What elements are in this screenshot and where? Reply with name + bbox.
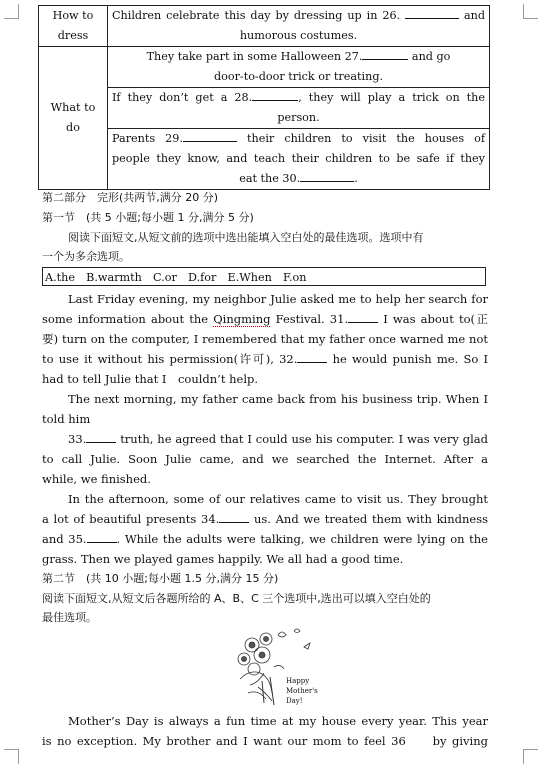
table-row bbox=[39, 6, 490, 47]
cell-text: If they don’t get a 28. bbox=[112, 91, 253, 104]
blank-35[interactable] bbox=[87, 530, 117, 543]
passage-line: Last Friday evening, my neighbor Julie asked me to help her search for bbox=[68, 292, 488, 306]
table-cell: Parents 29. their children to visit the houses of people they know, and teach their children to be safe if they eat the 30. . bbox=[108, 129, 490, 190]
part2-title: 第二部分 完形(共两节,满分 20 分) bbox=[42, 191, 219, 204]
page-corner-mark bbox=[523, 749, 538, 764]
passage-paragraph-3 bbox=[42, 489, 488, 569]
passage-line: a lot of beautiful presents 34. us. And we treated them with kindness bbox=[42, 512, 488, 526]
spell-flag: Qingming bbox=[213, 312, 271, 326]
cell-text: humorous costumes. bbox=[239, 29, 358, 42]
options-box: A.the B.warmth C.or D.for E.When F.on bbox=[42, 267, 486, 286]
section2-instruction-2: 最佳选项。 bbox=[42, 611, 97, 624]
mothers-day-card-image bbox=[234, 627, 324, 709]
passage-paragraph-4 bbox=[42, 711, 488, 751]
cell-text: door-to-door trick or treating. bbox=[213, 70, 384, 83]
passage-line: told him bbox=[42, 412, 91, 426]
blank-30[interactable] bbox=[300, 169, 354, 182]
card-text: Mother's bbox=[286, 687, 318, 695]
passage-line: while, we finished. bbox=[42, 472, 151, 486]
cell-text: person. bbox=[277, 111, 320, 124]
section1-instruction: 阅读下面短文,从短文前的选项中选出能填入空白处的最佳选项。选项中有 bbox=[68, 231, 424, 244]
passage-line: In the afternoon, some of our relatives came to visit us. They brought bbox=[68, 492, 488, 506]
blank-31[interactable] bbox=[348, 310, 378, 323]
blank-33[interactable] bbox=[86, 430, 116, 443]
blank-34[interactable] bbox=[219, 510, 249, 523]
section1-title: 第一节 (共 5 小题;每小题 1 分,满分 5 分) bbox=[42, 211, 254, 224]
passage-paragraph-2 bbox=[42, 389, 488, 489]
passage-line: Mother’s Day is always a fun time at my house every year. This year bbox=[68, 714, 488, 728]
blank-32[interactable] bbox=[297, 350, 327, 363]
section1-instruction-2: 一个为多余选项。 bbox=[42, 250, 130, 263]
blank-26[interactable] bbox=[405, 6, 459, 19]
cell-text: They take part in some Halloween 27. bbox=[146, 50, 363, 63]
passage-line: had to tell Julie that I couldn’t help. bbox=[42, 372, 259, 386]
table-row bbox=[39, 47, 490, 88]
card-text: Day! bbox=[286, 697, 303, 705]
passage-line: The next morning, my father came back from his business trip. When I bbox=[68, 392, 488, 406]
table-cell: They take part in some Halloween 27. and go door-to-door trick or treating. bbox=[108, 47, 490, 88]
table-cell: Children celebrate this day by dressing up in 26. and humorous costumes. bbox=[108, 6, 490, 47]
row-head-how-to-dress: How to dress bbox=[39, 6, 108, 47]
halloween-table bbox=[38, 5, 490, 190]
passage-paragraph-1 bbox=[42, 289, 488, 389]
page-corner-mark bbox=[523, 4, 538, 19]
blank-29[interactable] bbox=[183, 129, 237, 142]
blank-28[interactable] bbox=[252, 88, 298, 101]
passage-line: is no exception. My brother and I want our mom to feel 36 by giving bbox=[42, 731, 488, 751]
passage-line: to call Julie. Soon Julie came, and we searched the Internet. After a bbox=[42, 452, 488, 466]
cell-text: Parents 29. bbox=[112, 132, 183, 145]
blank-36[interactable]: 36 bbox=[391, 731, 427, 751]
page-corner-mark bbox=[4, 749, 19, 764]
passage-line: grass. Then we played games happily. We all had a good time. bbox=[42, 552, 404, 566]
section2-title: 第二节 (共 10 小题;每小题 1.5 分,满分 15 分) bbox=[42, 572, 279, 585]
card-text: Happy bbox=[286, 677, 310, 685]
row-head-what-to-do: What to do bbox=[39, 47, 108, 190]
blank-27[interactable] bbox=[362, 47, 408, 60]
passage-line: some information about the Qingming Festival. 31. I was about to(正 bbox=[42, 312, 488, 326]
flower-bouquet-icon bbox=[234, 627, 324, 709]
passage-line: to use it without his permission(许可), 32. he would punish me. So I bbox=[42, 352, 488, 366]
table-cell: If they don’t get a 28. , they will play a trick on the person. bbox=[108, 88, 490, 129]
passage-line: 要) turn on the computer, I remembered that my father once warned me not bbox=[42, 332, 488, 346]
section2-instruction: 阅读下面短文,从短文后各题所给的 A、B、C 三个选项中,选出可以填入空白处的 bbox=[42, 592, 431, 605]
page-corner-mark bbox=[4, 4, 19, 19]
cell-text: Children celebrate this day by dressing up in 26. bbox=[112, 9, 401, 22]
passage-line: and 35. . While the adults were talking, we children were lying on the bbox=[42, 532, 488, 546]
passage-line: 33. truth, he agreed that I could use his computer. I was very glad bbox=[68, 432, 488, 446]
